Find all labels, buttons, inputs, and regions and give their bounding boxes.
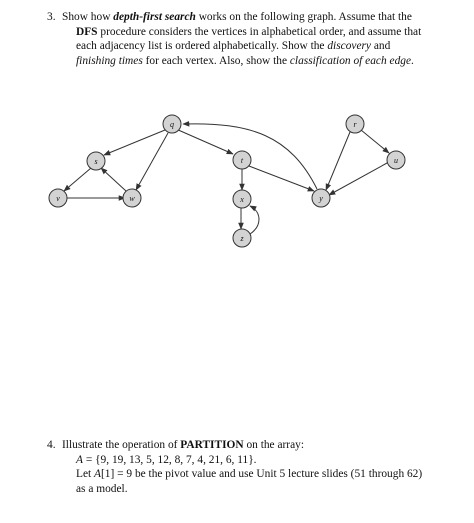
problem-4-line-1 bbox=[62, 438, 438, 453]
edge-u-y bbox=[329, 163, 387, 195]
problem-3-number: 3. bbox=[47, 11, 56, 23]
discovery-term: discovery bbox=[327, 40, 371, 52]
dfs-term: depth-first search bbox=[113, 11, 196, 23]
problem-4-line-2 bbox=[62, 453, 438, 468]
edge-q-s bbox=[104, 130, 165, 155]
edge-r-u bbox=[361, 130, 389, 153]
finishing-times-term: finishing times bbox=[76, 54, 143, 67]
edge-r-y bbox=[326, 132, 350, 190]
vertex-label-t: t bbox=[240, 156, 244, 165]
array-name: A bbox=[94, 468, 101, 480]
vertex-label-r: r bbox=[353, 120, 357, 129]
edge-q-t bbox=[176, 129, 233, 154]
vertex-label-x: x bbox=[240, 195, 244, 204]
text-segment: Illustrate the operation of bbox=[62, 439, 181, 451]
edge-classification-term: classification of each edge bbox=[289, 54, 412, 67]
problem-4-line-3 bbox=[62, 467, 438, 482]
text-segment: works on the following graph. Assume that the bbox=[195, 11, 412, 23]
edge-t-y bbox=[249, 166, 314, 191]
text-segment: procedure considers the vertices in alphabetical order, and assume that bbox=[97, 25, 422, 38]
text-segment: [1] = 9 be the pivot value and use Unit 5 lecture slides (51 through 62) bbox=[101, 468, 423, 480]
problem-4-number: 4. bbox=[47, 439, 56, 451]
vertex-label-u: u bbox=[394, 156, 398, 165]
vertex-label-q: q bbox=[170, 120, 174, 129]
vertex-label-y: y bbox=[319, 194, 323, 203]
text-segment: for each vertex. Also, show the bbox=[142, 54, 290, 67]
vertex-label-w: w bbox=[129, 194, 135, 203]
text-segment: each adjacency list is ordered alphabetically. Show the bbox=[76, 40, 328, 52]
array-name: A bbox=[76, 453, 83, 466]
edge-z-x bbox=[250, 206, 259, 234]
text-segment: . bbox=[411, 54, 414, 67]
text-segment: Let bbox=[76, 468, 95, 480]
problem-4-line-4: as a model. bbox=[76, 482, 128, 495]
text-segment: on the array: bbox=[243, 439, 305, 451]
array-values: = {9, 19, 13, 5, 12, 8, 7, 4, 21, 6, 11}. bbox=[82, 453, 257, 466]
vertex-label-z: z bbox=[240, 234, 244, 243]
partition-term: PARTITION bbox=[180, 439, 244, 451]
edge-w-s bbox=[101, 168, 126, 191]
edge-q-w bbox=[136, 133, 168, 190]
vertex-label-v: v bbox=[56, 194, 60, 203]
text-segment: Show how bbox=[62, 11, 114, 23]
vertex-label-s: s bbox=[94, 157, 98, 166]
problem-4 bbox=[47, 438, 438, 496]
text-segment: and bbox=[371, 40, 391, 52]
dfs-acronym: DFS bbox=[76, 25, 98, 38]
edge-s-v bbox=[64, 168, 91, 191]
